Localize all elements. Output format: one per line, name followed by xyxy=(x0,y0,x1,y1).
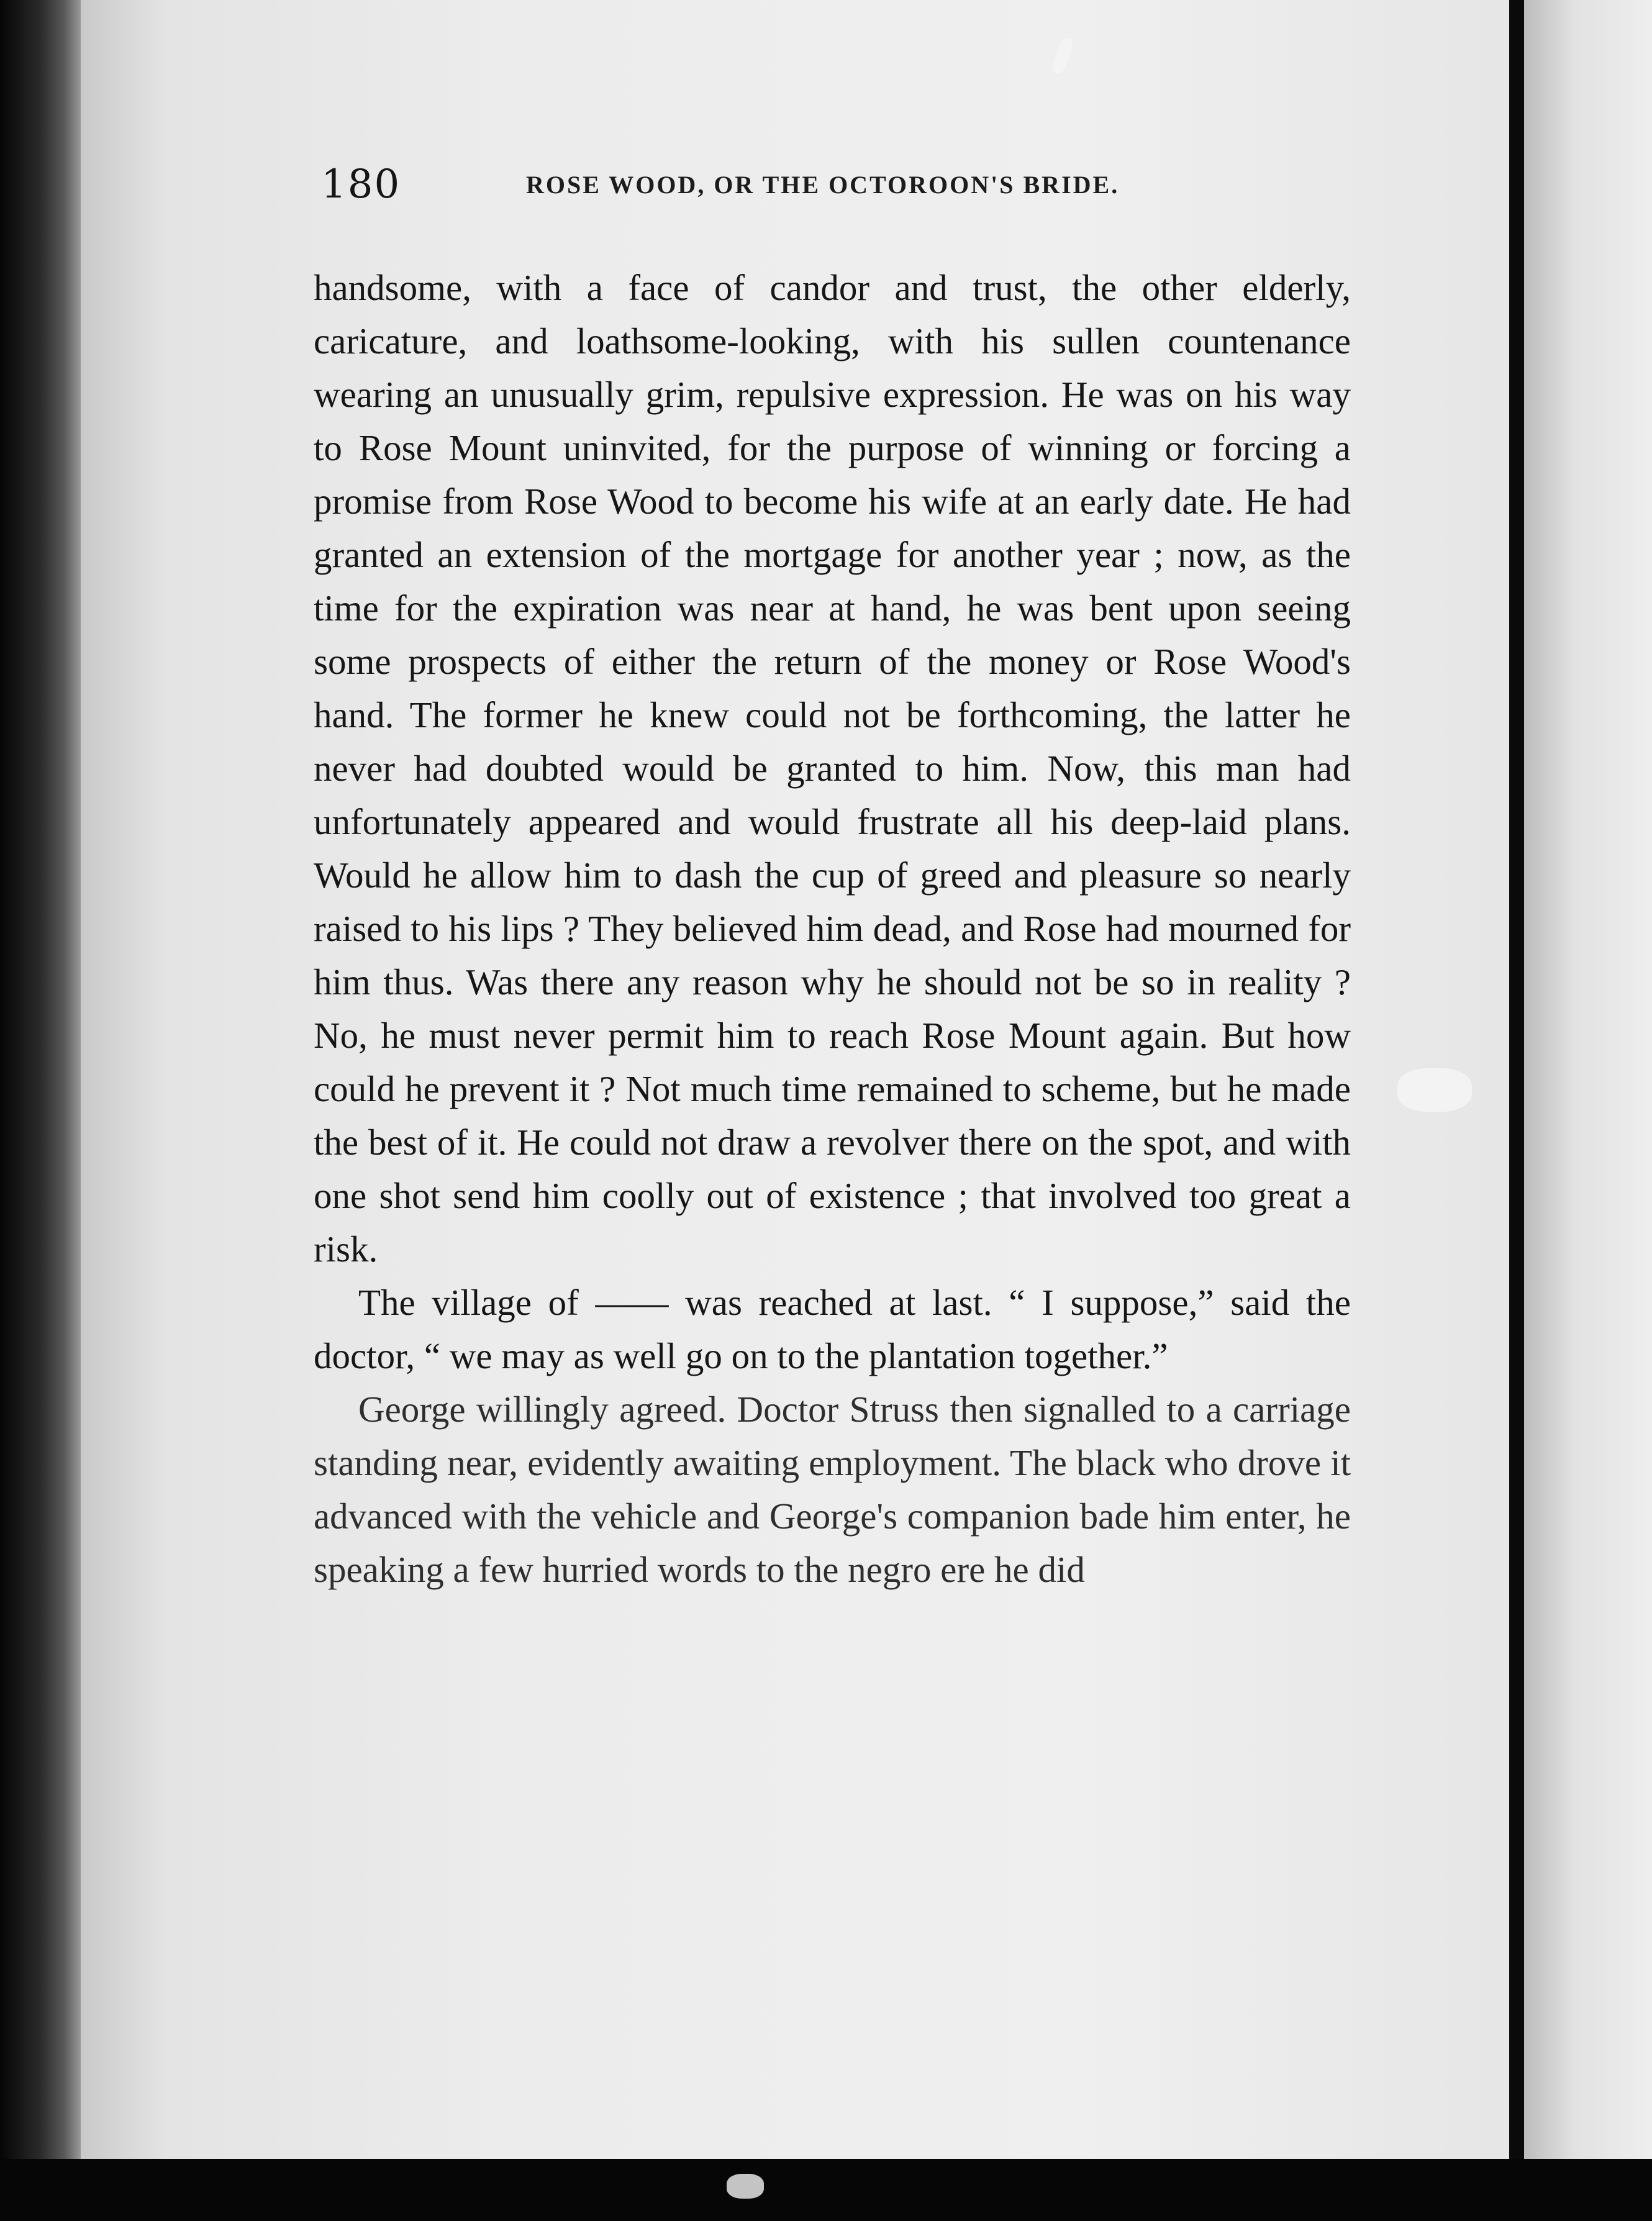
scan-speck xyxy=(1397,1068,1472,1112)
paragraph: The village of —— was reached at last. “ I suppose,” said the doctor, “ we may as well go on to the plantation together.” xyxy=(314,1282,1351,1376)
page-number: 180 xyxy=(321,161,401,207)
book-binding-edge xyxy=(0,0,81,2221)
page-divider-rule xyxy=(1510,0,1524,2159)
scan-speck xyxy=(727,2174,764,2199)
scan-bottom-border xyxy=(0,2159,1652,2221)
page-content xyxy=(314,161,1351,1596)
paragraph: George willingly agreed. Doctor Struss then signalled to a carriage standing near, evidently awaiting employment. The black who drove it advanced with the vehicle and George's companion bade him enter, he speaking a few hurried words to the negro ere he did xyxy=(314,1389,1351,1590)
facing-page-edge xyxy=(1524,0,1652,2159)
running-header xyxy=(314,161,1351,217)
running-title: ROSE WOOD, OR THE OCTOROON'S BRIDE. xyxy=(526,171,1120,199)
paragraph: handsome, with a face of candor and trust, the other elderly, caricature, and loathsome-looking, with his sullen countenance wearing an unusually grim, repulsive expression. He was on his way to Rose Mount uninvited, for the purpose of winning or forcing a promise from Rose Wood to become his wife at an early date. He had granted an extension of the mortgage for another year ; now, as the time for the expiration was near at hand, he was bent upon seeing some prospects of either the return of the money or Rose Wood's hand. The former he knew could not be forthcoming, the latter he never had doubted would be granted to him. Now, this man had unfortunately appeared and would frustrate all his deep-laid plans. Would he allow him to dash the cup of greed and pleasure so nearly raised to his lips ? They believed him dead, and Rose had mourned for him thus. Was there any reason why he should not be so in reality ? No, he must never permit him to reach Rose Mount again. But how could he prevent it ? Not much time remained to scheme, but he made the best of it. He could not draw a revolver there on the spot, and with one shot send him coolly out of existence ; that involved too great a risk. xyxy=(314,267,1351,1269)
body-text xyxy=(314,261,1351,1596)
